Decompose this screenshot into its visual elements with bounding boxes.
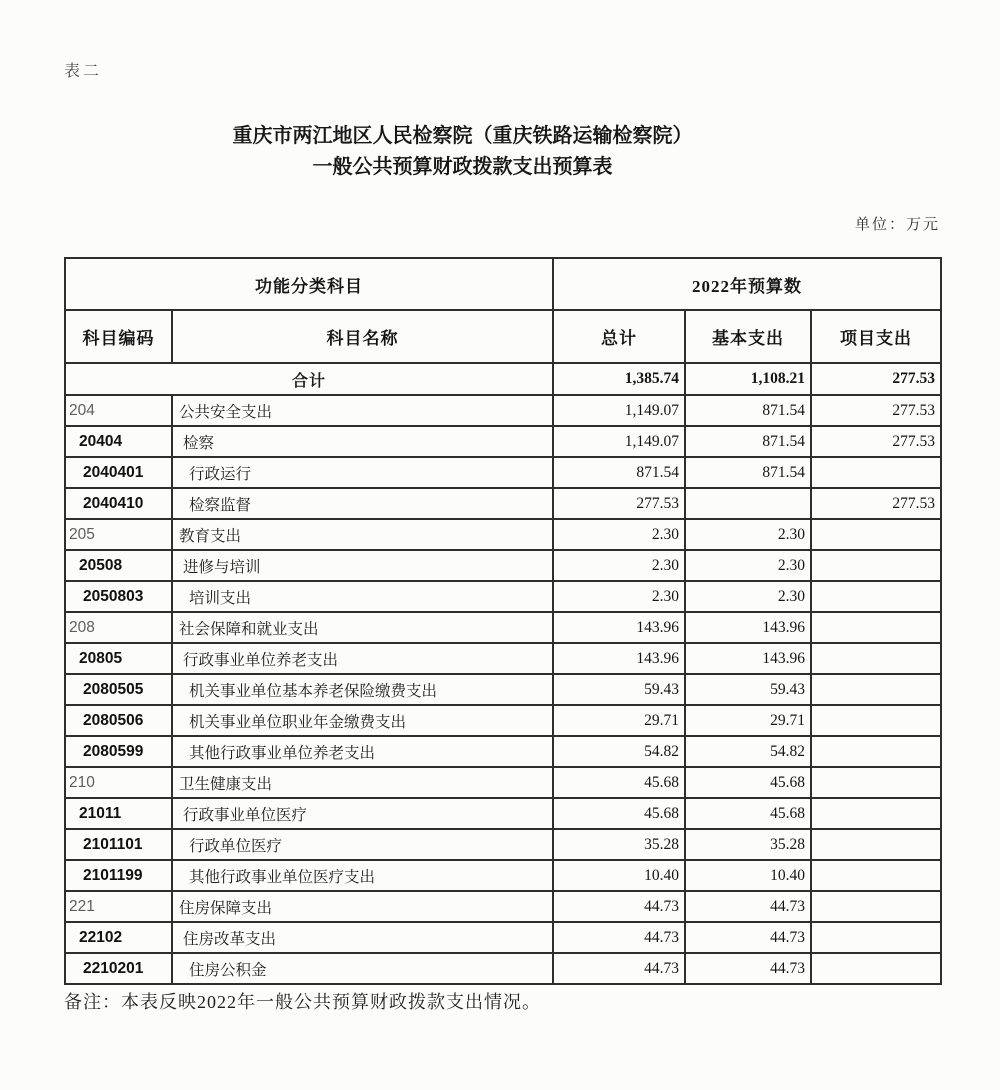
cell-total: 44.73	[553, 953, 685, 984]
table-row	[65, 426, 941, 457]
title-line-1: 重庆市两江地区人民检察院（重庆铁路运输检察院）	[232, 125, 693, 147]
cell-project-expense	[811, 612, 941, 643]
cell-subject-code: 2080505	[65, 674, 172, 705]
table-row	[65, 860, 941, 891]
cell-subject-code: 2050803	[65, 581, 172, 612]
cell-basic-expense: 45.68	[685, 798, 811, 829]
cell-project-expense	[811, 953, 941, 984]
cell-total: 277.53	[553, 488, 685, 519]
cell-total: 44.73	[553, 922, 685, 953]
table-row	[65, 891, 941, 922]
cell-project-expense	[811, 643, 941, 674]
total-row-label: 合计	[65, 363, 553, 395]
cell-basic-expense: 44.73	[685, 922, 811, 953]
title-line-2: 一般公共预算财政拨款支出预算表	[312, 156, 613, 178]
col-header-total: 总计	[553, 310, 685, 363]
col-header-subject-code: 科目编码	[65, 310, 172, 363]
cell-project-expense	[811, 891, 941, 922]
cell-project-expense	[811, 767, 941, 798]
total-row-total: 1,385.74	[553, 363, 685, 395]
table-row	[65, 829, 941, 860]
cell-total: 59.43	[553, 674, 685, 705]
table-row	[65, 643, 941, 674]
cell-basic-expense: 2.30	[685, 519, 811, 550]
cell-subject-code: 210	[65, 767, 172, 798]
cell-project-expense	[811, 550, 941, 581]
cell-basic-expense: 44.73	[685, 953, 811, 984]
cell-subject-name: 其他行政事业单位医疗支出	[172, 860, 553, 891]
cell-basic-expense: 29.71	[685, 705, 811, 736]
cell-subject-name: 教育支出	[172, 519, 553, 550]
group-header-row	[65, 258, 941, 310]
cell-subject-code: 204	[65, 395, 172, 426]
cell-basic-expense: 45.68	[685, 767, 811, 798]
cell-subject-code: 20404	[65, 426, 172, 457]
cell-basic-expense: 54.82	[685, 736, 811, 767]
header-2022-budget: 2022年预算数	[553, 258, 941, 310]
cell-subject-code: 2080599	[65, 736, 172, 767]
cell-subject-name: 检察	[172, 426, 553, 457]
cell-subject-code: 20508	[65, 550, 172, 581]
cell-basic-expense: 59.43	[685, 674, 811, 705]
cell-subject-name: 公共安全支出	[172, 395, 553, 426]
cell-subject-code: 2101101	[65, 829, 172, 860]
table-row	[65, 674, 941, 705]
total-row	[65, 363, 941, 395]
table-row	[65, 798, 941, 829]
cell-basic-expense: 871.54	[685, 457, 811, 488]
header-functional-category: 功能分类科目	[65, 258, 553, 310]
cell-total: 44.73	[553, 891, 685, 922]
table-row	[65, 705, 941, 736]
document-title	[0, 121, 925, 183]
cell-subject-name: 卫生健康支出	[172, 767, 553, 798]
cell-subject-code: 2101199	[65, 860, 172, 891]
table-row	[65, 953, 941, 984]
cell-subject-code: 2040410	[65, 488, 172, 519]
cell-subject-code: 208	[65, 612, 172, 643]
cell-subject-name: 行政单位医疗	[172, 829, 553, 860]
table-number-tag: 表二	[64, 63, 103, 80]
cell-total: 1,149.07	[553, 395, 685, 426]
table-row	[65, 550, 941, 581]
cell-subject-name: 住房保障支出	[172, 891, 553, 922]
cell-basic-expense: 35.28	[685, 829, 811, 860]
cell-total: 143.96	[553, 643, 685, 674]
cell-subject-code: 221	[65, 891, 172, 922]
cell-total: 35.28	[553, 829, 685, 860]
cell-project-expense	[811, 860, 941, 891]
cell-basic-expense	[685, 488, 811, 519]
cell-subject-code: 22102	[65, 922, 172, 953]
cell-total: 45.68	[553, 798, 685, 829]
unit-note: 单位：万元	[854, 217, 940, 233]
cell-total: 871.54	[553, 457, 685, 488]
cell-subject-name: 机关事业单位职业年金缴费支出	[172, 705, 553, 736]
cell-subject-code: 205	[65, 519, 172, 550]
table-row	[65, 612, 941, 643]
cell-subject-name: 住房改革支出	[172, 922, 553, 953]
cell-basic-expense: 10.40	[685, 860, 811, 891]
cell-subject-name: 行政运行	[172, 457, 553, 488]
cell-subject-name: 行政事业单位医疗	[172, 798, 553, 829]
cell-total: 29.71	[553, 705, 685, 736]
cell-project-expense	[811, 798, 941, 829]
table-row	[65, 457, 941, 488]
cell-subject-name: 社会保障和就业支出	[172, 612, 553, 643]
cell-project-expense: 277.53	[811, 395, 941, 426]
col-header-basic-expense: 基本支出	[685, 310, 811, 363]
cell-subject-code: 21011	[65, 798, 172, 829]
table-row	[65, 922, 941, 953]
cell-subject-name: 机关事业单位基本养老保险缴费支出	[172, 674, 553, 705]
col-header-project-expense: 项目支出	[811, 310, 941, 363]
cell-subject-code: 2080506	[65, 705, 172, 736]
column-header-row	[65, 310, 941, 363]
cell-subject-code: 20805	[65, 643, 172, 674]
cell-basic-expense: 871.54	[685, 395, 811, 426]
cell-subject-name: 进修与培训	[172, 550, 553, 581]
cell-project-expense	[811, 705, 941, 736]
cell-project-expense	[811, 736, 941, 767]
cell-total: 10.40	[553, 860, 685, 891]
cell-total: 45.68	[553, 767, 685, 798]
footer-note: 备注：本表反映2022年一般公共预算财政拨款支出情况。	[64, 992, 541, 1012]
table-row	[65, 736, 941, 767]
cell-subject-name: 其他行政事业单位养老支出	[172, 736, 553, 767]
cell-subject-code: 2210201	[65, 953, 172, 984]
budget-table	[64, 257, 942, 985]
table-row	[65, 767, 941, 798]
cell-basic-expense: 44.73	[685, 891, 811, 922]
cell-project-expense: 277.53	[811, 488, 941, 519]
cell-project-expense: 277.53	[811, 426, 941, 457]
cell-project-expense	[811, 457, 941, 488]
cell-total: 2.30	[553, 550, 685, 581]
cell-subject-name: 住房公积金	[172, 953, 553, 984]
cell-project-expense	[811, 581, 941, 612]
cell-total: 2.30	[553, 519, 685, 550]
cell-basic-expense: 143.96	[685, 643, 811, 674]
cell-subject-name: 检察监督	[172, 488, 553, 519]
cell-project-expense	[811, 519, 941, 550]
cell-subject-name: 行政事业单位养老支出	[172, 643, 553, 674]
col-header-subject-name: 科目名称	[172, 310, 553, 363]
cell-basic-expense: 143.96	[685, 612, 811, 643]
cell-project-expense	[811, 829, 941, 860]
table-row	[65, 395, 941, 426]
cell-project-expense	[811, 674, 941, 705]
cell-subject-code: 2040401	[65, 457, 172, 488]
total-row-project: 277.53	[811, 363, 941, 395]
cell-basic-expense: 2.30	[685, 550, 811, 581]
cell-subject-name: 培训支出	[172, 581, 553, 612]
cell-basic-expense: 871.54	[685, 426, 811, 457]
total-row-basic: 1,108.21	[685, 363, 811, 395]
cell-total: 1,149.07	[553, 426, 685, 457]
table-row	[65, 488, 941, 519]
cell-project-expense	[811, 922, 941, 953]
table-row	[65, 581, 941, 612]
cell-total: 143.96	[553, 612, 685, 643]
cell-total: 54.82	[553, 736, 685, 767]
cell-total: 2.30	[553, 581, 685, 612]
table-row	[65, 519, 941, 550]
cell-basic-expense: 2.30	[685, 581, 811, 612]
